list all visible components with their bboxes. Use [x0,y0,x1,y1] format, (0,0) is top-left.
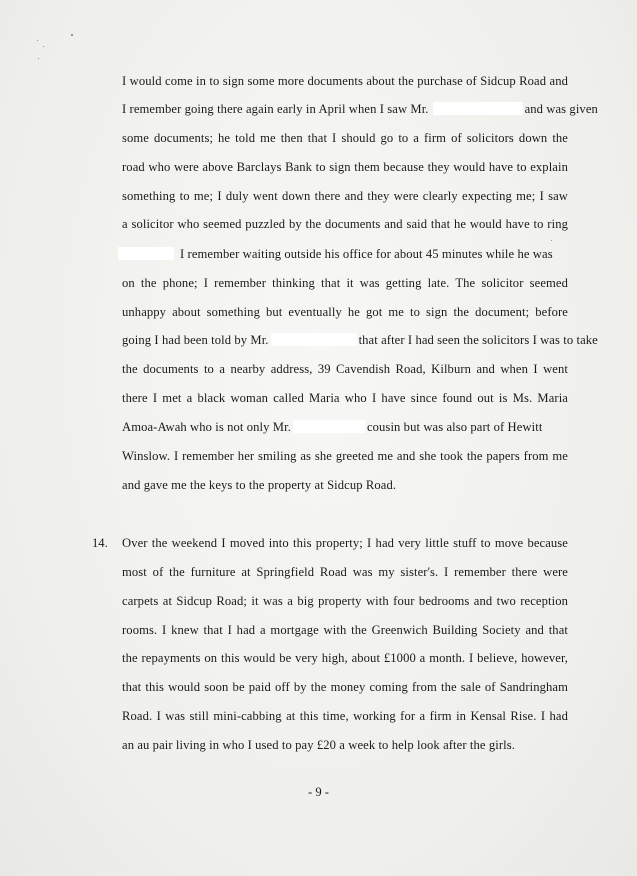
text-line: rooms. I knew that I had a mortgage with the Greenwich Building Society and that [122,623,568,637]
scan-speck [43,46,44,47]
text-line: road who were above Barclays Bank to sign them because they would have to explain [122,160,568,174]
text-line: there I met a black woman called Maria who I have since found out is Ms. Maria [122,391,568,405]
text-line: something to me; I duly went down there and they were clearly expecting me; I saw [122,189,568,203]
scan-speck [37,40,38,41]
text-line: that this would soon be paid off by the money coming from the sale of Sandringham [122,680,568,694]
redaction-box [271,333,357,346]
text-line-redacted: going I had been told by Mr. that after I had seen the solicitors I was to take [122,333,598,347]
text-line: carpets at Sidcup Road; it was a big property with four bedrooms and two reception [122,594,568,608]
text-line: Road. I was still mini-cabbing at this time, working for a firm in Kensal Rise. I had [122,709,568,723]
redaction-box [293,420,365,433]
text-line: and gave me the keys to the property at Sidcup Road. [122,478,397,492]
text-line: unhappy about something but eventually he got me to sign the document; before [122,305,568,319]
text-line: most of the furniture at Springfield Road was my sister's. I remember there were [122,565,568,579]
text-line: a solicitor who seemed puzzled by the documents and said that he would have to ring [122,217,568,231]
scan-speck [551,240,552,241]
text-line: Over the weekend I moved into this property; I had very little stuff to move because [122,536,568,550]
text-line: an au pair living in who I used to pay £20 a week to help look after the girls. [122,738,515,752]
text-line: Winslow. I remember her smiling as she greeted me and she took the papers from me [122,449,568,463]
text-line-redacted: I remember going there again early in April when I saw Mr. and was given [122,102,598,116]
text-line: I would come in to sign some more documents about the purchase of Sidcup Road and [122,74,568,88]
text-line-redacted: Amoa-Awah who is not only Mr. cousin but was also part of Hewitt [122,420,543,434]
page-number: - 9 - [308,785,329,799]
text-line: the documents to a nearby address, 39 Cavendish Road, Kilburn and when I went [122,362,568,376]
redaction-box [118,247,174,260]
redaction-box [433,102,523,115]
scan-speck [71,34,73,36]
text-line: some documents; he told me then that I should go to a firm of solicitors down the [122,131,568,145]
text-line: the repayments on this would be very high, about £1000 a month. I believe, however, [122,651,568,665]
text-line: on the phone; I remember thinking that it was getting late. The solicitor seemed [122,276,568,290]
paragraph-number: 14. [92,536,108,550]
scan-speck [38,58,39,59]
text-line-redacted: I remember waiting outside his office for about 45 minutes while he was [118,246,564,262]
